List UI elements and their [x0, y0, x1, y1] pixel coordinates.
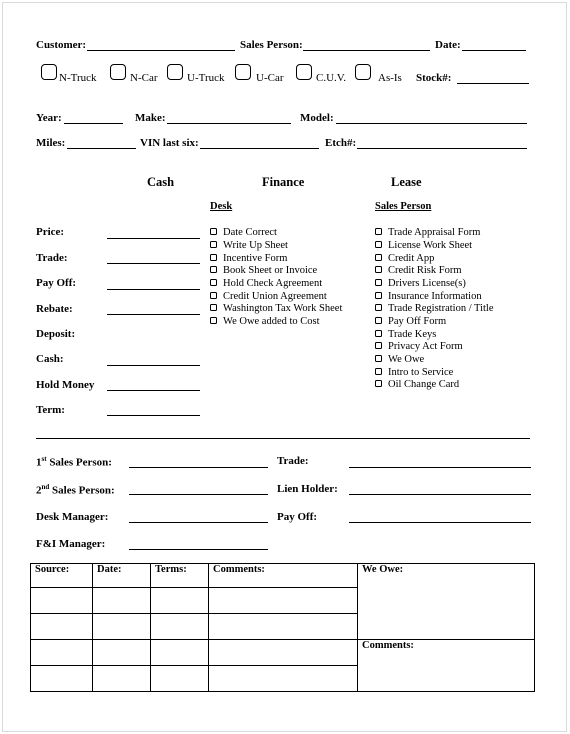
- pay-off-label-2: Pay Off:: [277, 511, 318, 523]
- desk-item[interactable]: Book Sheet or Invoice: [210, 265, 317, 276]
- year-field[interactable]: [64, 123, 123, 124]
- checkbox-icon[interactable]: [375, 279, 382, 286]
- checkbox-icon[interactable]: [375, 254, 382, 261]
- checkbox-icon[interactable]: [210, 304, 217, 311]
- sales-person-item[interactable]: Trade Appraisal Form: [375, 227, 480, 238]
- table-cell[interactable]: [151, 614, 209, 640]
- rebate-field[interactable]: [107, 314, 200, 315]
- first-sales-person-label: 1st Sales Person:: [36, 455, 112, 469]
- terms-header: Terms:: [151, 564, 209, 588]
- n-car-label: N-Car: [130, 72, 158, 84]
- checkbox-icon[interactable]: [375, 317, 382, 324]
- checkbox-icon[interactable]: [375, 241, 382, 248]
- n-truck-label: N-Truck: [59, 72, 97, 84]
- price-field[interactable]: [107, 238, 200, 239]
- n-car-checkbox[interactable]: [110, 64, 126, 80]
- sales-person-item[interactable]: Drivers License(s): [375, 278, 466, 289]
- comments-cell[interactable]: Comments:: [358, 640, 535, 692]
- pay-off-field-2[interactable]: [349, 522, 531, 523]
- customer-label: Customer:: [36, 39, 87, 51]
- desk-item[interactable]: Incentive Form: [210, 253, 287, 264]
- sales-person-item[interactable]: Credit App: [375, 253, 434, 264]
- checkbox-icon[interactable]: [210, 279, 217, 286]
- desk-title: Desk: [210, 201, 233, 212]
- as-is-checkbox[interactable]: [355, 64, 371, 80]
- first-sales-person-field[interactable]: [129, 467, 268, 468]
- n-truck-checkbox[interactable]: [41, 64, 57, 80]
- u-car-checkbox[interactable]: [235, 64, 251, 80]
- sales-person-field[interactable]: [303, 50, 430, 51]
- pay-off-field[interactable]: [107, 289, 200, 290]
- cash-field[interactable]: [107, 365, 200, 366]
- table-cell[interactable]: [209, 640, 358, 666]
- source-header: Source:: [31, 564, 93, 588]
- hold-money-field[interactable]: [107, 390, 200, 391]
- table-cell[interactable]: [93, 666, 151, 692]
- u-truck-checkbox[interactable]: [167, 64, 183, 80]
- checkbox-icon[interactable]: [375, 304, 382, 311]
- stock-field[interactable]: [457, 83, 529, 84]
- sales-person-checklist-title: Sales Person: [375, 201, 432, 212]
- price-label: Price:: [36, 226, 65, 238]
- table-cell[interactable]: [209, 588, 358, 614]
- term-label: Term:: [36, 404, 65, 416]
- etch-field[interactable]: [357, 148, 527, 149]
- lien-holder-label: Lien Holder:: [277, 483, 338, 495]
- section-divider: [36, 438, 530, 439]
- sales-person-item[interactable]: Oil Change Card: [375, 379, 459, 390]
- stock-label: Stock#:: [416, 72, 452, 84]
- desk-manager-label: Desk Manager:: [36, 511, 109, 523]
- sales-person-item[interactable]: Privacy Act Form: [375, 341, 463, 352]
- fi-manager-label: F&I Manager:: [36, 538, 106, 550]
- desk-item[interactable]: Washington Tax Work Sheet: [210, 303, 342, 314]
- table-cell[interactable]: [209, 666, 358, 692]
- vin-field[interactable]: [200, 148, 319, 149]
- checkbox-icon[interactable]: [210, 292, 217, 299]
- lease-header: Lease: [391, 175, 422, 189]
- checkbox-icon[interactable]: [210, 241, 217, 248]
- sales-person-item[interactable]: Credit Risk Form: [375, 265, 462, 276]
- checkbox-icon[interactable]: [375, 342, 382, 349]
- deal-table: [30, 563, 535, 692]
- vin-label: VIN last six:: [140, 137, 199, 149]
- cash-label: Cash:: [36, 353, 64, 365]
- finance-header: Finance: [262, 175, 305, 189]
- desk-item[interactable]: Write Up Sheet: [210, 240, 288, 251]
- rebate-label: Rebate:: [36, 303, 73, 315]
- we-owe-cell[interactable]: We Owe:: [358, 564, 535, 640]
- second-sales-person-field[interactable]: [129, 494, 268, 495]
- comments-header: Comments:: [209, 564, 358, 588]
- table-cell[interactable]: [151, 640, 209, 666]
- make-label: Make:: [135, 112, 166, 124]
- cuv-label: C.U.V.: [316, 72, 347, 84]
- deposit-label: Deposit:: [36, 328, 76, 340]
- cuv-checkbox[interactable]: [296, 64, 312, 80]
- miles-label: Miles:: [36, 137, 66, 149]
- desk-item[interactable]: Credit Union Agreement: [210, 291, 327, 302]
- etch-label: Etch#:: [325, 137, 357, 149]
- desk-item[interactable]: We Owe added to Cost: [210, 316, 320, 327]
- sales-person-item[interactable]: License Work Sheet: [375, 240, 472, 251]
- miles-field[interactable]: [67, 148, 136, 149]
- sales-person-item[interactable]: Insurance Information: [375, 291, 482, 302]
- pay-off-label: Pay Off:: [36, 277, 77, 289]
- desk-item[interactable]: Date Correct: [210, 227, 277, 238]
- checkbox-icon[interactable]: [375, 292, 382, 299]
- table-cell[interactable]: [93, 614, 151, 640]
- checkbox-icon[interactable]: [210, 254, 217, 261]
- checkbox-icon[interactable]: [375, 380, 382, 387]
- sales-person-item[interactable]: We Owe: [375, 354, 424, 365]
- date-field[interactable]: [462, 50, 526, 51]
- checkbox-icon[interactable]: [375, 368, 382, 375]
- sales-person-item[interactable]: Pay Off Form: [375, 316, 446, 327]
- table-cell[interactable]: [31, 666, 93, 692]
- checkbox-icon[interactable]: [375, 266, 382, 273]
- table-cell[interactable]: [93, 640, 151, 666]
- checkbox-icon[interactable]: [210, 317, 217, 324]
- sales-person-label: Sales Person:: [240, 39, 303, 51]
- checkbox-icon[interactable]: [375, 330, 382, 337]
- desk-manager-field[interactable]: [129, 522, 268, 523]
- trade-label-2: Trade:: [277, 455, 309, 467]
- second-sales-person-label: 2nd Sales Person:: [36, 483, 115, 497]
- table-cell[interactable]: [151, 588, 209, 614]
- hold-money-label: Hold Money: [36, 379, 95, 391]
- sales-person-item[interactable]: Trade Registration / Title: [375, 303, 494, 314]
- date-label: Date:: [435, 39, 461, 51]
- checkbox-icon[interactable]: [210, 266, 217, 273]
- u-truck-label: U-Truck: [187, 72, 225, 84]
- checkbox-icon[interactable]: [210, 228, 217, 235]
- trade-field[interactable]: [107, 263, 200, 264]
- table-cell[interactable]: [31, 614, 93, 640]
- lien-holder-field[interactable]: [349, 494, 531, 495]
- desk-item[interactable]: Hold Check Agreement: [210, 278, 322, 289]
- term-field[interactable]: [107, 415, 200, 416]
- table-cell[interactable]: [31, 640, 93, 666]
- year-label: Year:: [36, 112, 62, 124]
- table-cell[interactable]: [31, 588, 93, 614]
- sales-person-item[interactable]: Trade Keys: [375, 329, 436, 340]
- as-is-label: As-Is: [378, 72, 402, 84]
- checkbox-icon[interactable]: [375, 228, 382, 235]
- u-car-label: U-Car: [256, 72, 284, 84]
- trade-field-2[interactable]: [349, 467, 531, 468]
- cash-header: Cash: [147, 175, 175, 189]
- table-cell[interactable]: [151, 666, 209, 692]
- customer-field[interactable]: [87, 50, 235, 51]
- sales-person-item[interactable]: Intro to Service: [375, 367, 453, 378]
- table-cell[interactable]: [209, 614, 358, 640]
- date-header: Date:: [93, 564, 151, 588]
- checkbox-icon[interactable]: [375, 355, 382, 362]
- table-cell[interactable]: [93, 588, 151, 614]
- make-field[interactable]: [167, 123, 291, 124]
- model-field[interactable]: [336, 123, 527, 124]
- fi-manager-field[interactable]: [129, 549, 268, 550]
- trade-label: Trade:: [36, 252, 68, 264]
- model-label: Model:: [300, 112, 334, 124]
